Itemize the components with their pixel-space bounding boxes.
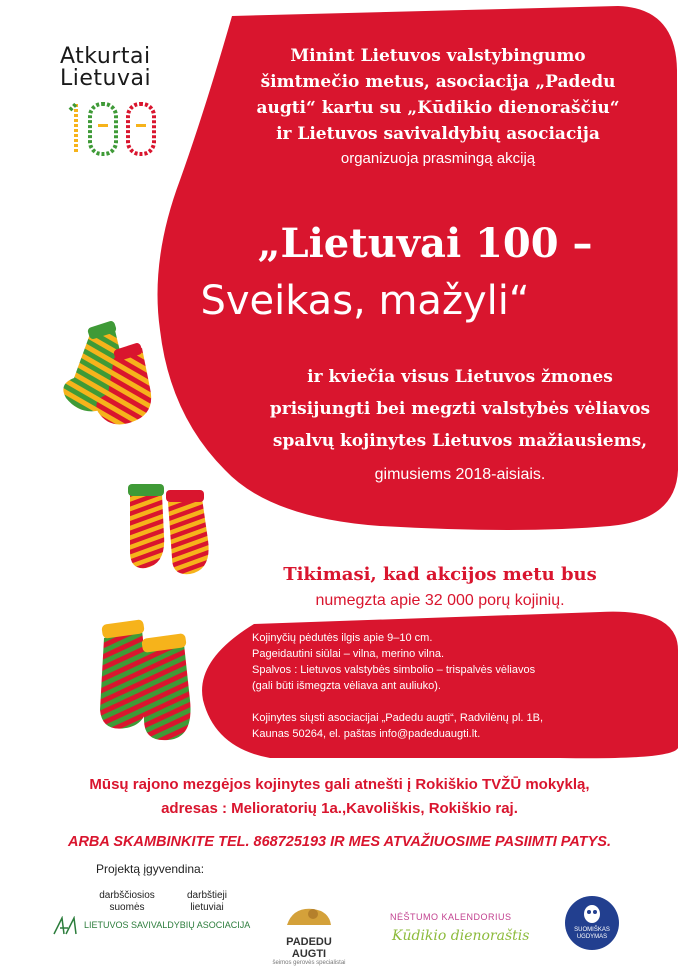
project-label: Projektą įgyvendina:: [96, 862, 205, 876]
padedu-augti-sub: šeimos gerovės specialistai: [272, 960, 346, 966]
intro-organizes: organizuoja prasmingą akciją: [340, 150, 536, 167]
hope-line-2: numegzta apie 32 000 porų kojinių.: [315, 592, 565, 609]
padedu-augti-name: PADEDU AUGTI: [286, 936, 332, 960]
partner-lithuanians-line1: darbštieji: [186, 890, 228, 901]
padedu-augti-icon: [283, 903, 335, 929]
partner-lithuanians-line2: lietuviai: [190, 902, 224, 913]
lsa-name: LIETUVOS SAVIVALDYBIŲ ASOCIACIJA: [84, 920, 251, 930]
invite-line-1: ir kviečia visus Lietuvos žmones: [307, 367, 613, 387]
invite-line-2: prisijungti bei megzti valstybės vėliavos: [269, 399, 651, 419]
details-flag-note: (gali būti išmegzta vėliava ant auliuko).: [252, 680, 441, 692]
campaign-title-line2: Sveikas, mažyli“: [200, 278, 530, 324]
logo-text-line2: Lietuvai: [60, 66, 152, 91]
suomiskas-line1: SUOMIŠKAS: [574, 927, 610, 933]
logo-100-emblem: [58, 98, 168, 158]
owl-icon: [581, 902, 603, 924]
local-dropoff-line-2: adresas : Melioratorių 1a.,Kavoliškis, Rokiškio raj.: [161, 800, 518, 817]
logo-text-line1: Atkurtai: [60, 44, 151, 69]
nestumo-kalendorius: NĖŠTUMO KALENDORIUS: [390, 912, 512, 922]
intro-line-4: ir Lietuvos savivaldybių asociacija: [276, 124, 600, 144]
partner-finns-line1: darbščiosios: [99, 890, 155, 901]
intro-line-1: Minint Lietuvos valstybingumo: [290, 46, 586, 66]
details-address-2: Kaunas 50264, el. paštas info@padeduaugti.lt.: [252, 728, 481, 740]
padedu-augti-logo: [268, 903, 350, 966]
details-length: Kojinyčių pėdutės ilgis apie 9–10 cm.: [252, 632, 433, 644]
partner-finns: [90, 890, 164, 914]
campaign-title-line1: „Lietuvai 100 –: [257, 220, 593, 267]
partner-lithuanians: [172, 890, 242, 914]
details-address-1: Kojinytes siųsti asociacijai „Padedu augti“, Radvilėnų pl. 1B,: [252, 712, 544, 724]
kudikio-dienorastis: Kūdikio dienoraštis: [392, 928, 530, 944]
socks-red-yellow-illustration: [122, 476, 222, 581]
call-to-action: ARBA SKAMBINKITE TEL. 868725193 IR MES ATVAŽIUOSIME PASIIMTI PATYS.: [67, 834, 612, 850]
lsa-logo-icon: [52, 916, 80, 936]
intro-line-3: augti“ kartu su „Kūdikio dienoraščiu“: [256, 98, 620, 118]
partner-finns-line2: suomės: [109, 902, 145, 913]
details-colors: Spalvos : Lietuvos valstybės simbolio – trispalvės vėliavos: [252, 664, 536, 676]
local-dropoff-line-1: Mūsų rajono mezgėjos kojinytes gali atnešti į Rokiškio TVŽŪ mokyklą,: [89, 776, 590, 793]
invite-born: gimusiems 2018-aisiais.: [374, 466, 546, 483]
intro-line-2: šimtmečio metus, asociacija „Padedu: [260, 72, 616, 92]
invite-line-3: spalvų kojinytes Lietuvos mažiausiems,: [272, 431, 648, 451]
details-yarn: Pageidautini siūlai – vilna, merino vilna.: [252, 648, 444, 660]
suomiskas-line2: UGDYMAS: [576, 934, 608, 940]
suomiskas-ugdymas-logo: [565, 896, 619, 950]
socks-green-red-illustration: [90, 616, 206, 746]
socks-yellow-green-illustration: [52, 318, 172, 438]
hope-line-1: Tikimasi, kad akcijos metu bus: [283, 564, 597, 585]
